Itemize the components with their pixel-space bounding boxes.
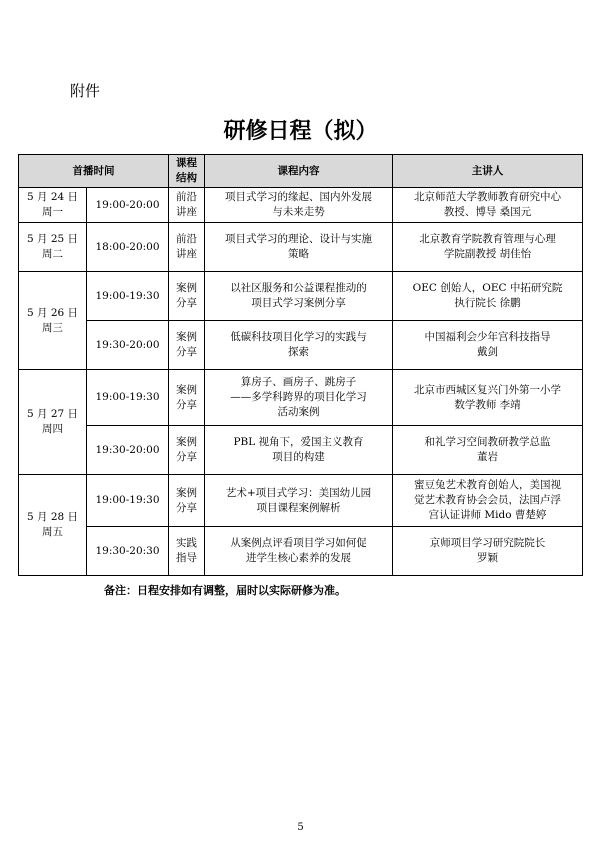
date: 5 月 28 日 bbox=[26, 511, 79, 523]
speaker-cell bbox=[393, 426, 583, 475]
table-row bbox=[19, 272, 583, 321]
content-line: 项目式学习的理论、设计与实施 bbox=[225, 233, 372, 245]
content-cell bbox=[205, 223, 393, 272]
content-line: 算房子、画房子、跳房子 bbox=[240, 376, 357, 388]
speaker-cell bbox=[393, 188, 583, 223]
speaker-line: 学院副教授 胡佳怡 bbox=[443, 248, 532, 260]
type-line: 前沿 bbox=[176, 233, 197, 245]
header-structure-line1: 课程 bbox=[176, 157, 197, 169]
header-content: 课程内容 bbox=[205, 155, 393, 188]
schedule-note: 备注：日程安排如有调整，届时以实际研修为准。 bbox=[104, 584, 346, 597]
content-line: PBL 视角下，爱国主义教育 bbox=[233, 436, 364, 448]
weekday: 周一 bbox=[42, 206, 63, 218]
time-cell: 19:00-19:30 bbox=[87, 272, 169, 321]
type-line: 分享 bbox=[176, 501, 197, 514]
time-cell: 19:30-20:30 bbox=[87, 527, 169, 576]
speaker-line: 数学教师 李靖 bbox=[454, 398, 521, 411]
type-line: 分享 bbox=[176, 297, 197, 309]
type-line: 前沿 bbox=[176, 191, 197, 203]
type-cell bbox=[169, 370, 205, 426]
content-line: 艺术+项目式学习：美国幼儿园 bbox=[225, 486, 372, 499]
date-cell bbox=[19, 370, 87, 475]
date: 5 月 24 日 bbox=[26, 191, 79, 203]
date-cell bbox=[19, 475, 87, 576]
weekday: 周五 bbox=[42, 526, 63, 538]
table-header-row bbox=[19, 155, 583, 188]
content-cell bbox=[205, 370, 393, 426]
speaker-line: 戴剑 bbox=[477, 346, 498, 358]
speaker-line: 教授、博导 桑国元 bbox=[443, 206, 532, 218]
date-cell bbox=[19, 188, 87, 223]
speaker-line: 北京教育学院教育管理与心理 bbox=[419, 233, 556, 245]
header-structure bbox=[169, 155, 205, 188]
speaker-cell bbox=[393, 321, 583, 370]
type-cell bbox=[169, 223, 205, 272]
header-structure-line2: 结构 bbox=[176, 172, 197, 184]
content-line: 从案例点评看项目学习如何促 bbox=[230, 537, 367, 549]
time-cell: 19:30-20:00 bbox=[87, 426, 169, 475]
header-speaker: 主讲人 bbox=[393, 155, 583, 188]
speaker-cell bbox=[393, 527, 583, 576]
type-line: 案例 bbox=[176, 383, 197, 396]
time-cell: 19:00-20:00 bbox=[87, 188, 169, 223]
speaker-cell bbox=[393, 370, 583, 426]
content-cell bbox=[205, 321, 393, 370]
speaker-line: 北京市西城区复兴门外第一小学 bbox=[414, 383, 561, 396]
type-cell bbox=[169, 426, 205, 475]
content-line: 与未来走势 bbox=[272, 206, 325, 218]
type-line: 案例 bbox=[176, 436, 197, 448]
table-row bbox=[19, 321, 583, 370]
type-line: 分享 bbox=[176, 346, 197, 358]
weekday: 周三 bbox=[42, 321, 63, 334]
weekday: 周四 bbox=[42, 423, 63, 435]
content-line: 项目式学习案例分享 bbox=[251, 297, 346, 309]
table-row bbox=[19, 188, 583, 223]
speaker-line: 京师项目学习研究院院长 bbox=[429, 537, 546, 549]
content-line: 低碳科技项目化学习的实践与 bbox=[230, 331, 367, 343]
table-row bbox=[19, 426, 583, 475]
type-line: 讲座 bbox=[176, 206, 197, 218]
time-cell: 18:00-20:00 bbox=[87, 223, 169, 272]
content-cell bbox=[205, 426, 393, 475]
type-cell bbox=[169, 188, 205, 223]
weekday: 周二 bbox=[42, 248, 63, 260]
date-cell bbox=[19, 272, 87, 370]
date-cell bbox=[19, 223, 87, 272]
content-line: 探索 bbox=[288, 346, 309, 358]
type-cell bbox=[169, 272, 205, 321]
header-time: 首播时间 bbox=[19, 155, 169, 188]
speaker-line: 董岩 bbox=[477, 451, 498, 463]
type-line: 讲座 bbox=[176, 248, 197, 260]
speaker-line: 中国福利会少年宫科技指导 bbox=[424, 331, 551, 343]
speaker-line: 罗颖 bbox=[477, 552, 498, 564]
speaker-line: 执行院长 徐鹏 bbox=[454, 297, 521, 309]
date: 5 月 27 日 bbox=[26, 408, 79, 420]
content-line: 策略 bbox=[288, 248, 309, 260]
content-cell bbox=[205, 272, 393, 321]
schedule-table bbox=[18, 154, 583, 576]
speaker-line: 北京师范大学教师教育研究中心 bbox=[414, 191, 561, 203]
type-line: 分享 bbox=[176, 451, 197, 463]
type-line: 案例 bbox=[176, 486, 197, 499]
type-line: 分享 bbox=[176, 398, 197, 411]
content-line: 以社区服务和公益课程推动的 bbox=[230, 282, 367, 294]
type-line: 实践 bbox=[176, 537, 197, 549]
type-line: 案例 bbox=[176, 331, 197, 343]
type-cell bbox=[169, 527, 205, 576]
content-line: 项目式学习的缘起、国内外发展 bbox=[225, 191, 372, 203]
page-number: 5 bbox=[297, 822, 304, 833]
content-line: ——多学科跨界的项目化学习 bbox=[230, 391, 367, 403]
type-cell bbox=[169, 475, 205, 527]
date: 5 月 26 日 bbox=[26, 306, 79, 319]
speaker-cell bbox=[393, 272, 583, 321]
speaker-line: 和礼学习空间教研教学总监 bbox=[424, 436, 551, 448]
table-row bbox=[19, 370, 583, 426]
speaker-line: 觉艺术教育协会会员，法国卢浮 bbox=[414, 494, 561, 506]
speaker-cell bbox=[393, 475, 583, 527]
content-line: 项目的构建 bbox=[272, 451, 325, 463]
table-row bbox=[19, 475, 583, 527]
page-title: 研修日程（拟） bbox=[223, 119, 378, 144]
date: 5 月 25 日 bbox=[26, 233, 79, 245]
content-line: 进学生核心素养的发展 bbox=[246, 552, 351, 564]
time-cell: 19:00-19:30 bbox=[87, 475, 169, 527]
content-line: 活动案例 bbox=[277, 406, 320, 418]
time-cell: 19:30-20:00 bbox=[87, 321, 169, 370]
type-line: 指导 bbox=[176, 552, 197, 564]
type-line: 案例 bbox=[176, 282, 197, 294]
content-cell bbox=[205, 475, 393, 527]
speaker-line: 蜜豆兔艺术教育创始人，美国视 bbox=[414, 479, 561, 491]
table-row bbox=[19, 527, 583, 576]
time-cell: 19:00-19:30 bbox=[87, 370, 169, 426]
content-cell bbox=[205, 188, 393, 223]
speaker-line: OEC 创始人，OEC 中拓研究院 bbox=[412, 282, 563, 294]
type-cell bbox=[169, 321, 205, 370]
table-row bbox=[19, 223, 583, 272]
content-line: 项目课程案例解析 bbox=[256, 501, 341, 514]
speaker-cell bbox=[393, 223, 583, 272]
speaker-line: 宫认证讲师 Mido 曹楚婷 bbox=[428, 509, 547, 521]
attachment-label: 附件 bbox=[70, 82, 101, 100]
content-cell bbox=[205, 527, 393, 576]
